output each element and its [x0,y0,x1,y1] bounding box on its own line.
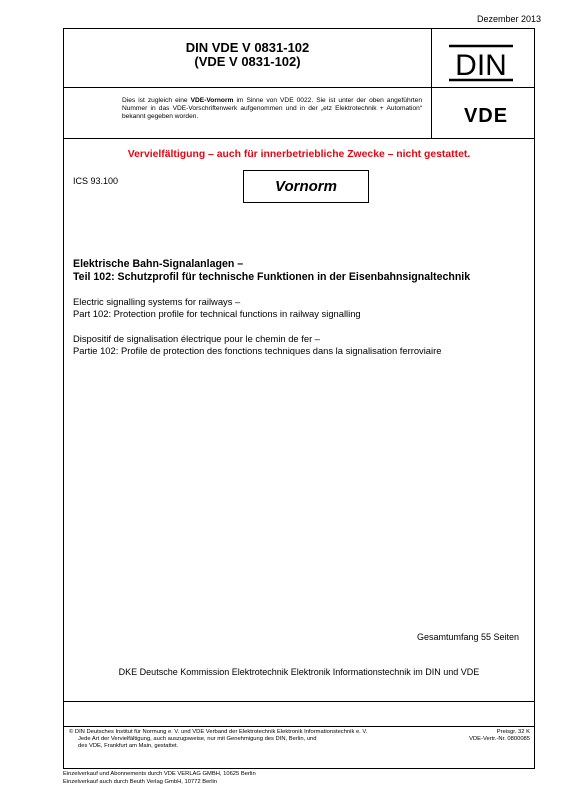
english-title-line: Electric signalling systems for railways – [73,296,241,307]
divider [64,138,534,139]
price-group: Preisgr. 32 K [496,729,530,735]
cover-frame [63,28,535,769]
standard-number-line: (VDE V 0831-102) [194,54,301,69]
copyright-line: Jede Art der Vervielfältigung, auch auszugsweise, nur mit Genehmigung des DIN, Berlin, und [78,736,317,742]
issue-date: Dezember 2013 [476,14,541,24]
total-pages: Gesamtumfang 55 Seiten [416,632,519,642]
french-title [73,333,441,357]
sales-line: Einzelverkauf auch durch Beuth Verlag GmbH, 10772 Berlin [63,779,218,785]
copy-warning: Vervielfältigung – auch für innerbetriebliche Zwecke – nicht gestattet. [127,149,471,160]
ics-code: ICS 93.100 [73,176,119,186]
german-title [73,258,470,284]
divider [64,726,534,727]
note-bold-text: VDE-Vornorm [190,97,234,104]
din-logo-text: DIN [455,49,507,82]
german-title-line: Elektrische Bahn-Signalanlagen – [73,258,244,270]
french-title-line: Partie 102: Profile de protection des fonctions techniques dans la signalisation ferroviaire [73,345,442,356]
french-title-line: Dispositif de signalisation électrique pour le chemin de fer – [73,333,321,344]
document-type-box [243,170,369,203]
note-text: Dies ist zugleich eine [122,97,191,104]
copyright-line: des VDE, Frankfurt am Main, gestattet. [78,743,179,749]
copyright-notice [69,729,449,750]
english-title-line: Part 102: Protection profile for technical functions in railway signalling [73,308,361,319]
sales-line: Einzelverkauf und Abonnements durch VDE VERLAG GMBH, 10625 Berlin [63,771,256,777]
vde-logo [448,105,524,125]
vde-logo-text: VDE [463,105,509,125]
english-title [73,296,361,320]
standard-number [64,41,431,69]
dke-statement: DKE Deutsche Kommission Elektrotechnik Elektronik Informationstechnik im DIN und VDE [118,667,480,677]
price-info [469,729,530,743]
copyright-line: © DIN Deutsches Institut für Normung e. V. und VDE Verband der Elektrotechnik Elektronik Informationstechnik e. V. [69,729,368,735]
standard-number-line: DIN VDE V 0831-102 [185,40,310,55]
german-title-line: Teil 102: Schutzprofil für technische Funktionen in der Eisenbahnsignaltechnik [73,271,471,283]
vde-note [122,97,422,121]
divider [64,701,534,702]
din-logo [440,37,522,89]
document-type: Vornorm [275,178,337,195]
note-text: im Sinne von VDE 0022. Sie ist unter der oben angeführten Nummer in das VDE-Vorschriftenwerk aufgenommen und in der „etz Elektrotechnik + Automation“ bekannt gegeben worden. [122,97,422,120]
vde-order-number: VDE-Vertr.-Nr. 0800085 [469,736,530,742]
divider [431,29,432,138]
